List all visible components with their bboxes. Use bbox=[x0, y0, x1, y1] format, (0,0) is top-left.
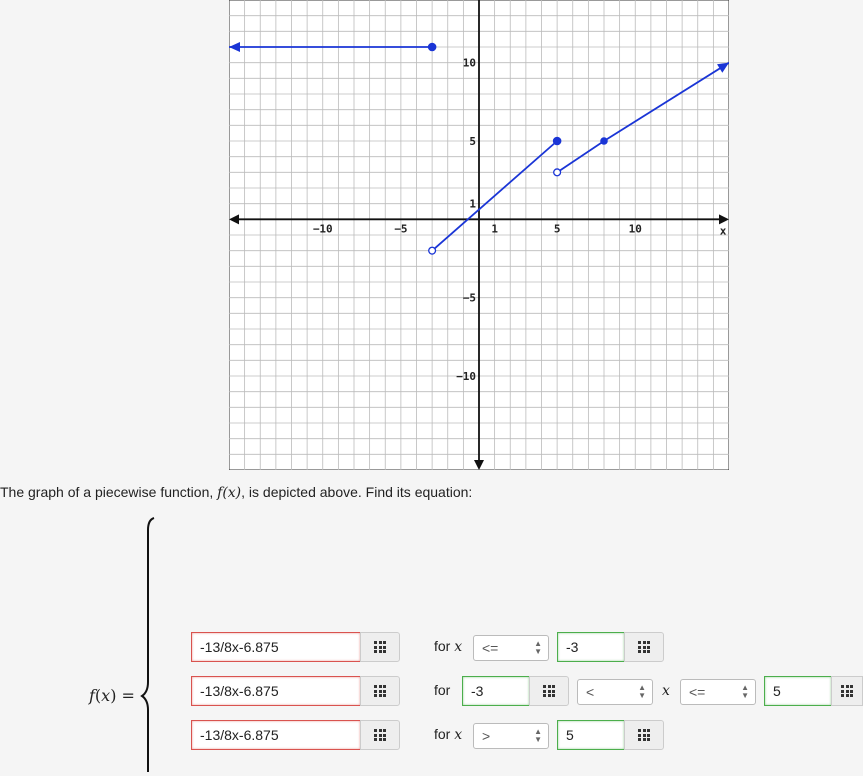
y-tick-label: 1 bbox=[469, 197, 476, 211]
x-tick-label: −10 bbox=[312, 222, 333, 236]
select-arrows-icon: ▲ ▼ bbox=[741, 683, 749, 700]
select-arrows-icon: ▲ ▼ bbox=[534, 727, 542, 744]
prompt-text: The graph of a piecewise function, bbox=[0, 484, 214, 500]
piece-2-lower-keypad-button[interactable] bbox=[529, 676, 569, 706]
piece-2-keypad-button[interactable] bbox=[360, 676, 400, 706]
piece-2-for-label: for bbox=[434, 682, 451, 698]
piece-2-var-label: x bbox=[662, 683, 670, 699]
piece-1-keypad-button[interactable] bbox=[360, 632, 400, 662]
prompt-text-end: , is depicted above. Find its equation: bbox=[241, 484, 473, 500]
x-tick-label: 10 bbox=[628, 222, 642, 236]
keypad-icon bbox=[841, 685, 853, 697]
x-tick-label: 5 bbox=[553, 222, 561, 236]
keypad-icon bbox=[638, 729, 650, 741]
piece-2-lower-input[interactable]: -3 bbox=[462, 676, 530, 706]
piece-1-for-label: for x bbox=[434, 638, 463, 655]
piece-2-open-point bbox=[429, 247, 436, 254]
keypad-icon bbox=[638, 641, 650, 653]
piece-2-upper-input[interactable]: 5 bbox=[764, 676, 832, 706]
prompt-math: f(x) bbox=[217, 485, 242, 501]
problem-prompt bbox=[0, 484, 472, 501]
piece-1-closed-point bbox=[428, 43, 436, 51]
x-tick-label: 1 bbox=[491, 222, 498, 236]
piece-1-bound-input[interactable]: -3 bbox=[557, 632, 625, 662]
left-brace bbox=[140, 516, 160, 776]
y-tick-label: −5 bbox=[462, 291, 476, 305]
y-tick-label: −10 bbox=[456, 370, 476, 383]
function-label: f(x) = bbox=[89, 686, 135, 705]
piece-2-closed-point bbox=[553, 137, 561, 145]
piece-3-bound-keypad-button[interactable] bbox=[624, 720, 664, 750]
select-arrows-icon: ▲ ▼ bbox=[638, 683, 646, 700]
keypad-icon bbox=[374, 729, 386, 741]
piece-2-expression-input[interactable]: -13/8x-6.875 bbox=[191, 676, 361, 706]
piece-3-keypad-button[interactable] bbox=[360, 720, 400, 750]
piece-1-operator-select[interactable]: <= ▲ ▼ bbox=[473, 635, 549, 661]
piece-3-bound-input[interactable]: 5 bbox=[557, 720, 625, 750]
piece-2-upper-keypad-button[interactable] bbox=[831, 676, 863, 706]
x-axis-label: x bbox=[719, 224, 727, 238]
piece-3-expression-input[interactable]: -13/8x-6.875 bbox=[191, 720, 361, 750]
piece-2-lower-operator-select[interactable]: < ▲ ▼ bbox=[577, 679, 653, 705]
piece-3-closed-point bbox=[600, 137, 608, 145]
keypad-icon bbox=[374, 641, 386, 653]
keypad-icon bbox=[374, 685, 386, 697]
x-tick-label: −5 bbox=[394, 222, 408, 236]
piece-3-for-label: for x bbox=[434, 726, 463, 743]
select-arrows-icon: ▲ ▼ bbox=[534, 639, 542, 656]
function-graph bbox=[229, 0, 729, 470]
piece-2-upper-operator-select[interactable]: <= ▲ ▼ bbox=[680, 679, 756, 705]
keypad-icon bbox=[543, 685, 555, 697]
piece-1-bound-keypad-button[interactable] bbox=[624, 632, 664, 662]
piece-1-expression-input[interactable]: -13/8x-6.875 bbox=[191, 632, 361, 662]
y-tick-label: 10 bbox=[462, 56, 476, 70]
piece-3-open-point bbox=[554, 169, 561, 176]
y-tick-label: 5 bbox=[469, 135, 476, 148]
piece-3-operator-select[interactable]: > ▲ ▼ bbox=[473, 723, 549, 749]
